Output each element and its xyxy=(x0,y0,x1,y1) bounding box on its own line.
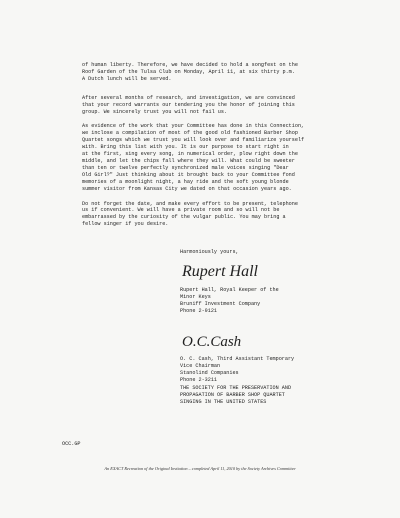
letter-body xyxy=(82,62,382,236)
signature-rupert-hall xyxy=(178,252,258,286)
paragraph-reminder: Do not forget the date, and make every effort to be present, telephone us if convenient. We will have a private room and so will not be embarrassed by the curiosity of the vulgar public. You may bring a fellow singer if you desire. xyxy=(82,200,298,228)
signer-rupert-hall: Rupert Hall, Royal Keeper of the Minor Keys Bruniff Investment Company Phone 2-9121 xyxy=(180,287,279,314)
society-name: THE SOCIETY FOR THE PRESERVATION AND PROPAGATION OF BARBER SHOP QUARTET SINGING IN THE UNITED STATES xyxy=(180,385,292,405)
paragraph-song-list: As evidence of the work that your Committee has done in this Connection, we inclose a compilation of most of the good old fashioned Barber Shop Quartet songs which we trust you will look over and familiarize yourself with. Bring this list with you. It is our purpose to start right in at the first, sing every song, in numerical order, plow right down the middle, and let the chips fall where they will. What could be sweeter than ten or twelve perfectly synchronized male voices singing "Dear Old Girl?" Just thinking about it brought back to your Committee fond memories of a moonlight night, a hay ride and the soft young blonde summer visitor from Kansas City we dated on that occasion years ago. xyxy=(82,123,305,192)
svg-text:Rupert Hall: Rupert Hall xyxy=(182,263,258,280)
footer-note: An EXACT Recreation of the Original Invitation – completed April 11, 2010 by the Society Archives Committee xyxy=(104,466,296,471)
svg-text:O.C.Cash: O.C.Cash xyxy=(182,334,242,350)
paragraph-songfest: of human liberty. Therefore, we have decided to hold a songfest on the Roof Garden of the Tulsa Club on Monday, April 11, at six thirty p.m. A Dutch lunch will be served. xyxy=(82,62,298,82)
signer-oc-cash: O. C. Cash, Third Assistant Temporary Vice Chairman Stanolind Companies Phone 2-3211 xyxy=(180,356,295,383)
paragraph-invitation: After several months of research, and investigation, we are convinced that your record warrants our tendering you the honor of joining this group. We sincerely trust you will not fail us. xyxy=(82,94,295,115)
signature-oc-cash xyxy=(178,322,248,356)
closing: Harmoniously yours, xyxy=(180,249,239,255)
reference-initials: OCC.GP xyxy=(62,441,81,447)
